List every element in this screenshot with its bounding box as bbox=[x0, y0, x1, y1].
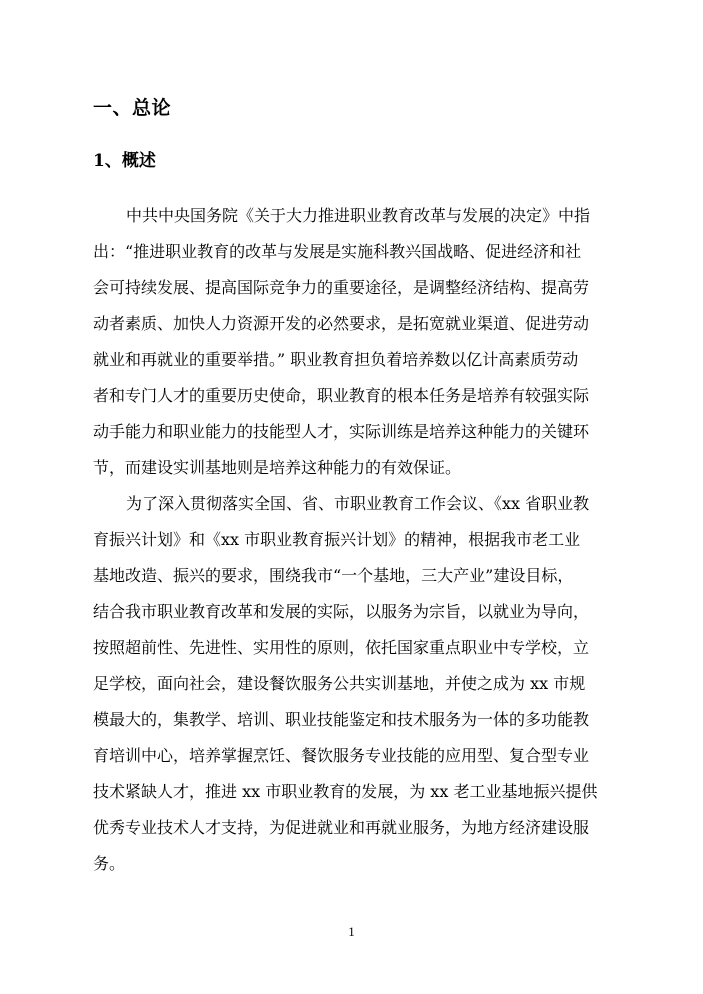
paragraph-line: 务。 bbox=[93, 854, 126, 873]
paragraph-line: 按照超前性、先进性、实用性的原则，依托国家重点职业中专学校，立 bbox=[93, 638, 590, 657]
paragraph-line: 者和专门人才的重要历史使命，职业教育的根本任务是培养有较强实际 bbox=[93, 386, 590, 405]
paragraph-line: 结合我市职业教育改革和发展的实际，以服务为宗旨，以就业为导向， bbox=[93, 602, 590, 621]
paragraph-line: 育培训中心，培养掌握烹饪、餐饮服务专业技能的应用型、复合型专业 bbox=[93, 746, 590, 765]
section-heading: 一、总论 bbox=[93, 97, 172, 119]
paragraph-line: 节，而建设实训基地则是培养这种能力的有效保证。 bbox=[93, 458, 462, 477]
paragraph-line: 中共中央国务院《关于大力推进职业教育改革与发展的决定》中指 bbox=[126, 206, 591, 225]
paragraph-goals bbox=[93, 486, 615, 882]
subsection-heading: 1、概述 bbox=[93, 151, 156, 171]
page-number: 1 bbox=[348, 924, 355, 939]
paragraph-line: 优秀专业技术人才支持，为促进就业和再就业服务，为地方经济建设服 bbox=[93, 818, 590, 837]
paragraph-line: 模最大的，集教学、培训、职业技能鉴定和技术服务为一体的多功能教 bbox=[93, 710, 590, 729]
paragraph-line: 技术紧缺人才，推进 xx 市职业教育的发展，为 xx 老工业基地振兴提供 bbox=[93, 782, 598, 801]
paragraph-line: 足学校，面向社会，建设餐饮服务公共实训基地，并使之成为 xx 市规 bbox=[93, 674, 586, 693]
paragraph-line: 育振兴计划》和《xx 市职业教育振兴计划》的精神，根据我市老工业 bbox=[93, 530, 581, 549]
paragraph-line: 就业和再就业的重要举措。” 职业教育担负着培养数以亿计高素质劳动 bbox=[93, 350, 579, 369]
paragraph-overview bbox=[93, 198, 615, 486]
paragraph-line: 会可持续发展、提高国际竞争力的重要途径，是调整经济结构、提高劳 bbox=[93, 278, 590, 297]
paragraph-line: 动手能力和职业能力的技能型人才，实际训练是培养这种能力的关键环 bbox=[93, 422, 590, 441]
paragraph-line: 为了深入贯彻落实全国、省、市职业教育工作会议、《xx 省职业教 bbox=[126, 494, 590, 513]
paragraph-line: 动者素质、加快人力资源开发的必然要求，是拓宽就业渠道、促进劳动 bbox=[93, 314, 590, 333]
paragraph-line: 基地改造、振兴的要求，围绕我市“一个基地，三大产业”建设目标， bbox=[93, 566, 574, 585]
paragraph-line: 出：“推进职业教育的改革与发展是实施科教兴国战略、促进经济和社 bbox=[93, 242, 582, 261]
